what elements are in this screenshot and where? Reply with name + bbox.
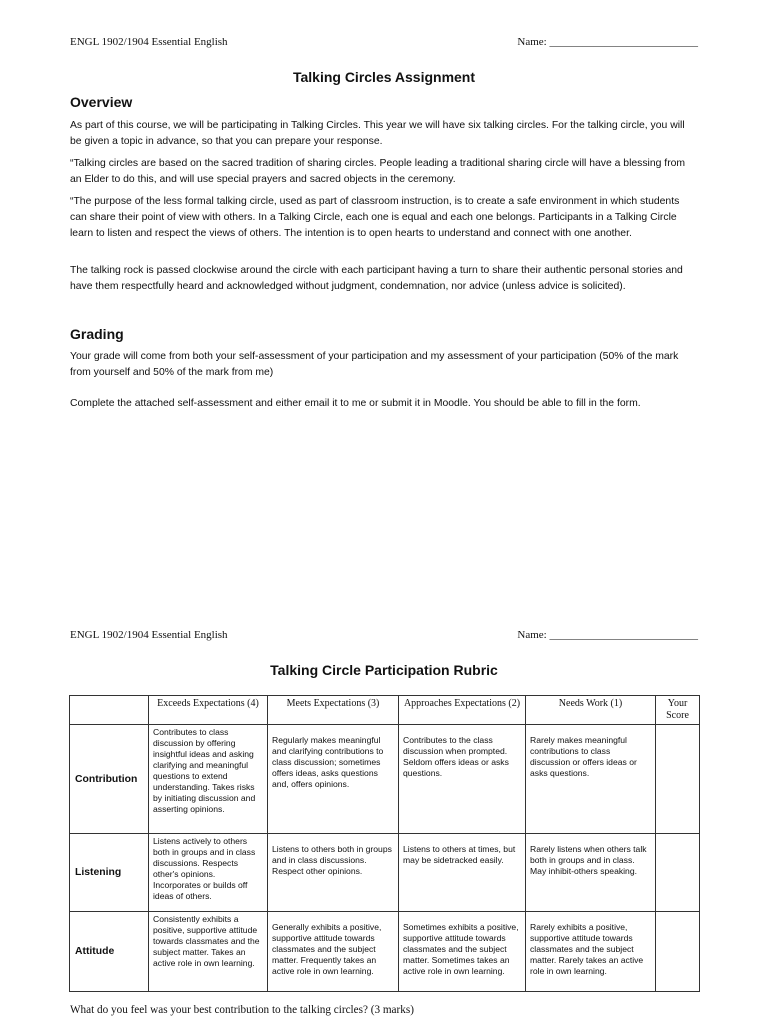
assignment-title: Talking Circles Assignment — [292, 69, 476, 85]
criterion-label: Contribution — [70, 725, 149, 834]
grading-paragraph-1: Your grade will come from both your self-assessment of your participation and my assessment of your participation (50% of the mark from yourself and 50% of the mark from me) — [70, 351, 679, 378]
rubric-cell-meets: Listens to others both in groups and in class discussions. Respect other opinions. — [272, 844, 392, 876]
rubric-row-attitude — [70, 912, 700, 992]
grading-heading: Grading — [70, 326, 124, 342]
rubric-cell-approaches: Sometimes exhibits a positive, supportive attitude towards classmates and the subject matter. Sometimes takes an active role in own learning. — [403, 922, 519, 976]
rubric-cell-meets: Generally exhibits a positive, supportive attitude towards classmates and the subject matter. Frequently takes an active role in own learning. — [272, 922, 382, 976]
rubric-cell-needs-work: Rarely listens when others talk both in groups and in class. May inhibit-others speaking. — [530, 844, 647, 876]
rubric-cell-approaches: Contributes to the class discussion when prompted. Seldom offers ideas or asks questions. — [403, 735, 509, 778]
course-title: ENGL 1902/1904 Essential English — [70, 36, 228, 48]
rubric-cell-exceeds: Consistently exhibits a positive, supportive attitude towards classmates and the subject matter. Takes an active role in own learning. — [153, 914, 260, 968]
overview-paragraph-3: “The purpose of the less formal talking circle, used as part of classroom instruction, is to create a safe environment in which students can share their point of view with others. In a Talking Circle, each one is equal and each one belongs. Participants in a Talking Circle learn to listen and respect the views of others. The intention is to open hearts to understand and connect with one another. — [70, 196, 680, 239]
header-your-score: Your Score — [656, 696, 700, 725]
overview-paragraph-4: The talking rock is passed clockwise around the circle with each participant having a turn to share their authentic personal stories and have them respectfully heard and acknowledged without judgment, condemnation, nor advice (unless advice is solicited). — [70, 265, 683, 292]
grading-paragraph-2: Complete the attached self-assessment and either email it to me or submit it in Moodle. You should be able to fill in the form. — [70, 398, 641, 409]
rubric-row-contribution — [70, 725, 700, 834]
score-input-contribution[interactable] — [656, 725, 700, 834]
rubric-title: Talking Circle Participation Rubric — [270, 662, 498, 678]
header-needs-work: Needs Work (1) — [526, 696, 656, 725]
reflection-question: What do you feel was your best contribution to the talking circles? (3 marks) — [70, 1004, 414, 1016]
score-input-attitude[interactable] — [656, 912, 700, 992]
header-blank — [70, 696, 149, 725]
rubric-cell-meets: Regularly makes meaningful and clarifying contributions to class discussion; sometimes offers ideas, asks questions and, offers opinions. — [272, 735, 384, 789]
rubric-cell-needs-work: Rarely exhibits a positive, supportive attitude towards classmates and the subject matter. Rarely takes an active role in own learning. — [530, 922, 644, 976]
rubric-header-row — [70, 696, 700, 725]
rubric-cell-exceeds: Listens actively to others both in groups and in class discussions. Respects other's opinions. Incorporates or builds off ideas of others. — [153, 836, 256, 901]
criterion-label: Attitude — [70, 912, 149, 992]
name-field-label: Name: ___________________________ — [517, 36, 698, 48]
course-title: ENGL 1902/1904 Essential English — [70, 629, 228, 641]
header-approaches: Approaches Expectations (2) — [399, 696, 526, 725]
header-exceeds: Exceeds Expectations (4) — [149, 696, 268, 725]
overview-paragraph-2: “Talking circles are based on the sacred tradition of sharing circles. People leading a traditional sharing circle will have a blessing from an Elder to do this, and will use special prayers and sacred objects in the ceremony. — [70, 158, 686, 185]
overview-heading: Overview — [70, 94, 133, 110]
criterion-label: Listening — [70, 834, 149, 912]
rubric-cell-needs-work: Rarely makes meaningful contributions to class discussion or offers ideas or asks questions. — [530, 735, 637, 778]
rubric-cell-exceeds: Contributes to class discussion by offering insightful ideas and asking clarifying and meaningful questions to extend understanding. Takes risks by initiating discussion and asserting opinions. — [153, 727, 256, 814]
header-meets: Meets Expectations (3) — [268, 696, 399, 725]
rubric-cell-approaches: Listens to others at times, but may be sidetracked easily. — [403, 844, 516, 865]
name-field-label: Name: ___________________________ — [517, 629, 698, 641]
score-input-listening[interactable] — [656, 834, 700, 912]
overview-paragraph-1: As part of this course, we will be participating in Talking Circles. This year we will have six talking circles. For the talking circle, you will be given a topic in advance, so that you can prepare your response. — [70, 120, 685, 147]
rubric-table — [69, 695, 700, 992]
rubric-row-listening — [70, 834, 700, 912]
